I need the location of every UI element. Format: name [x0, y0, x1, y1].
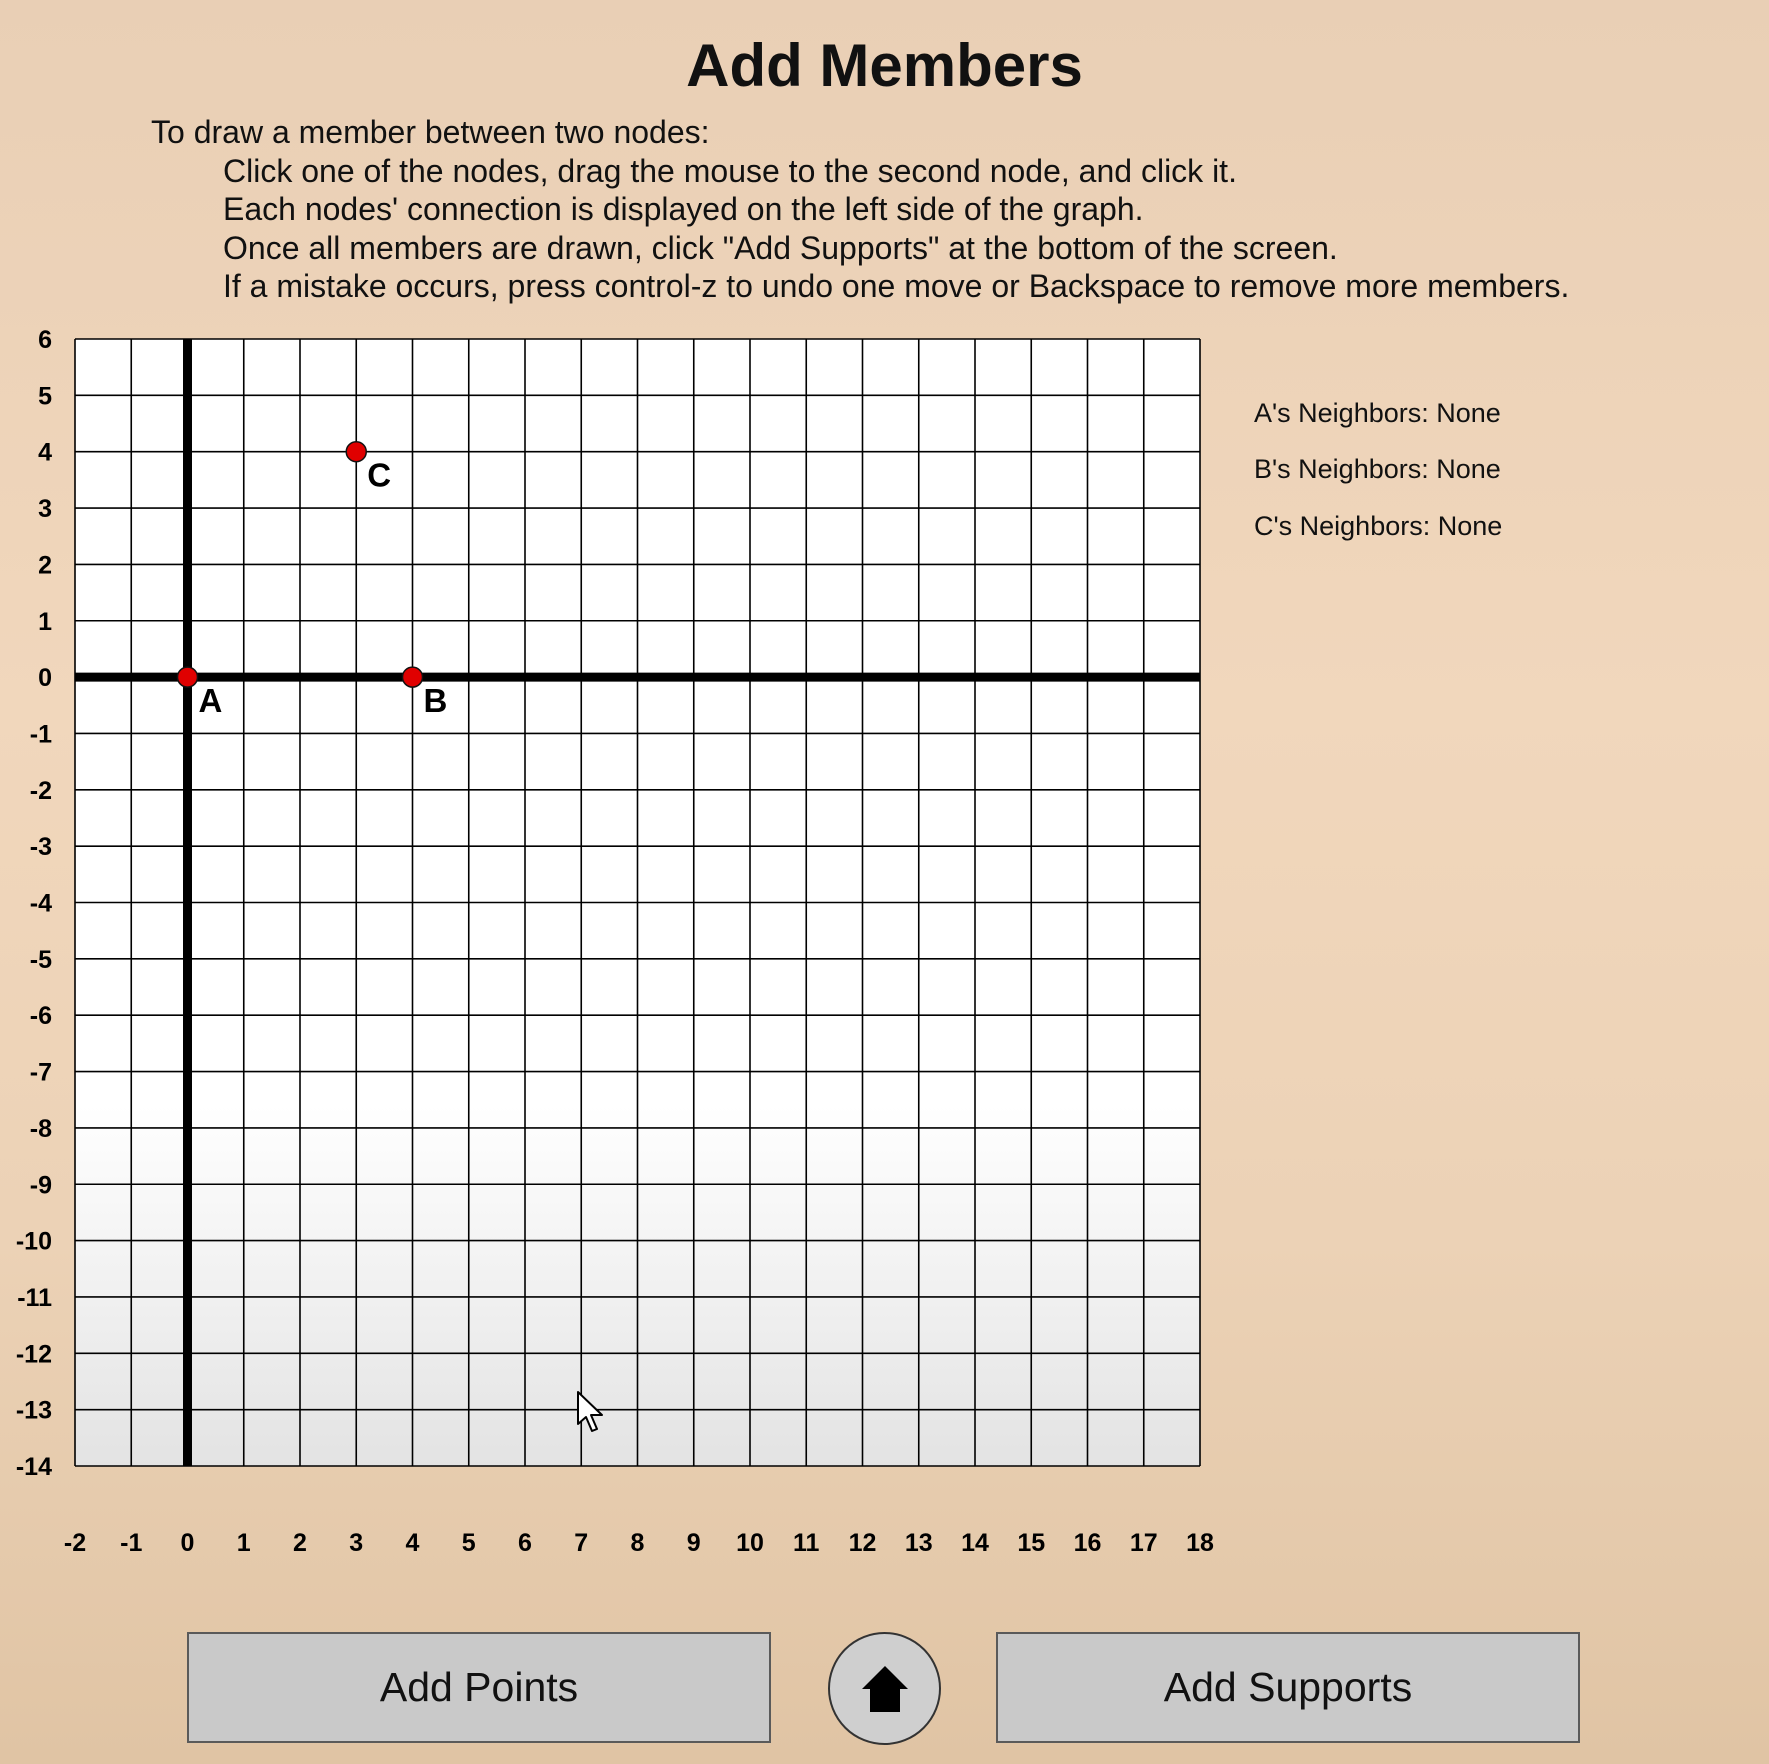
x-tick-label: 17 — [1129, 1529, 1158, 1557]
y-tick-labels — [16, 326, 52, 1481]
x-tick-label: 4 — [405, 1529, 420, 1557]
node-a[interactable] — [178, 667, 198, 687]
x-tick-label: 5 — [461, 1529, 476, 1557]
coordinate-graph[interactable] — [0, 320, 1240, 1580]
neighbors-b: B's Neighbors: None — [1254, 454, 1501, 485]
y-tick-label: -7 — [29, 1058, 52, 1087]
neighbors-c: C's Neighbors: None — [1254, 510, 1503, 541]
x-tick-label: 3 — [349, 1529, 364, 1557]
add-supports-button[interactable]: Add Supports — [996, 1632, 1580, 1743]
node-label-a: A — [198, 682, 223, 720]
node-label-c: C — [367, 456, 392, 494]
x-tick-label: 11 — [793, 1529, 820, 1557]
home-icon — [858, 1662, 912, 1716]
y-tick-label: 1 — [38, 607, 52, 636]
y-tick-label: -6 — [29, 1002, 52, 1031]
y-tick-label: -11 — [17, 1283, 52, 1312]
x-tick-label: 13 — [904, 1529, 933, 1557]
y-tick-label: -13 — [15, 1396, 52, 1425]
x-tick-label: 7 — [574, 1529, 589, 1557]
y-tick-label: -9 — [29, 1171, 52, 1200]
x-tick-labels — [64, 1529, 1214, 1557]
x-tick-label: 1 — [236, 1529, 251, 1557]
x-tick-label: -1 — [120, 1529, 143, 1557]
page-title: Add Members — [686, 32, 1083, 99]
instructions-intro: To draw a member between two nodes: — [151, 114, 710, 150]
node-label-b: B — [423, 682, 448, 720]
instruction-step-4: If a mistake occurs, press control-z to undo one move or Backspace to remove more members. — [223, 268, 1570, 304]
grid-lines — [75, 339, 1200, 1466]
neighbors-panel — [1254, 393, 1502, 562]
y-tick-label: -1 — [29, 720, 52, 749]
home-button[interactable] — [828, 1632, 941, 1745]
y-tick-label: 6 — [38, 326, 52, 354]
x-tick-label: 12 — [848, 1529, 877, 1557]
y-tick-label: -5 — [29, 945, 52, 974]
add-points-button[interactable]: Add Points — [187, 1632, 771, 1743]
node-c[interactable] — [346, 442, 366, 462]
y-tick-label: -2 — [29, 776, 52, 805]
x-tick-label: 16 — [1073, 1529, 1102, 1557]
x-tick-label: 18 — [1186, 1529, 1214, 1557]
mouse-cursor-icon — [576, 1390, 606, 1434]
x-tick-label: 10 — [736, 1529, 764, 1557]
instruction-step-2: Each nodes' connection is displayed on the left side of the graph. — [223, 191, 1144, 227]
neighbors-a: A's Neighbors: None — [1254, 398, 1501, 428]
y-tick-label: 2 — [38, 551, 52, 580]
y-tick-label: -8 — [29, 1114, 52, 1143]
y-tick-label: 3 — [38, 495, 52, 524]
y-tick-label: 4 — [38, 438, 52, 467]
instructions — [151, 113, 1569, 306]
y-tick-label: 0 — [38, 664, 52, 693]
y-tick-label: -4 — [29, 889, 52, 918]
x-tick-label: 15 — [1017, 1529, 1046, 1557]
y-tick-label: -10 — [15, 1227, 52, 1256]
x-tick-label: 14 — [961, 1529, 989, 1557]
instruction-step-1: Click one of the nodes, drag the mouse to the second node, and click it. — [223, 152, 1237, 189]
x-tick-label: -2 — [63, 1529, 87, 1557]
instruction-step-3: Once all members are drawn, click "Add Supports" at the bottom of the screen. — [223, 229, 1338, 266]
y-tick-label: -12 — [15, 1340, 52, 1369]
y-tick-label: -14 — [15, 1453, 52, 1481]
node-b[interactable] — [403, 667, 423, 687]
x-tick-label: 0 — [180, 1529, 195, 1557]
x-tick-label: 8 — [630, 1529, 645, 1557]
x-tick-label: 2 — [293, 1529, 307, 1557]
y-tick-label: 5 — [38, 382, 52, 411]
y-tick-label: -3 — [29, 833, 52, 862]
x-tick-label: 9 — [686, 1529, 701, 1557]
x-tick-label: 6 — [518, 1529, 532, 1557]
